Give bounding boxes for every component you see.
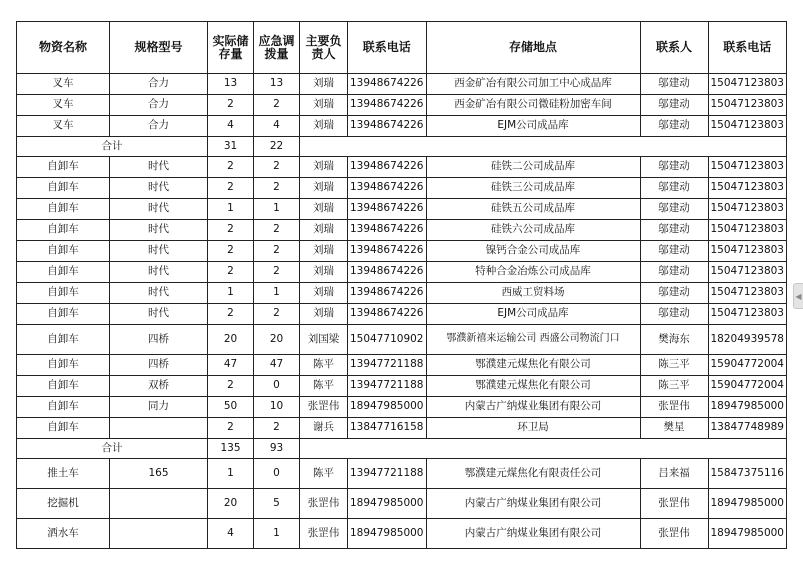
table-row [17,325,787,355]
table-row [17,220,787,241]
cell-emergency-allocation: 13 [254,74,300,95]
cell-contact-phone: 13948674226 [348,116,427,137]
cell-spec-model [110,489,208,519]
cell-contact-phone-2: 18947985000 [708,519,787,549]
cell-emergency-allocation: 2 [254,220,300,241]
cell-contact-phone: 18947985000 [348,489,427,519]
cell-contact-phone-2: 15047123803 [708,178,787,199]
cell-storage-location: 鄂濮建元煤焦化有限公司 [426,355,640,376]
cell-actual-stock: 20 [208,325,254,355]
cell-storage-location: 鄂濮建元煤焦化有限责任公司 [426,459,640,489]
cell-storage-location: 硅铁六公司成品库 [426,220,640,241]
cell-spec-model: 时代 [110,283,208,304]
cell-storage-location: 内蒙古广纳煤业集团有限公司 [426,519,640,549]
cell-emergency-allocation: 0 [254,376,300,397]
table-row [17,489,787,519]
cell-actual-stock: 4 [208,116,254,137]
subtotal-allocation: 22 [254,137,300,157]
cell-contact-phone: 13947721188 [348,355,427,376]
cell-main-responsible: 陈平 [300,376,348,397]
cell-storage-location: 硅铁五公司成品库 [426,199,640,220]
cell-material-name: 叉车 [17,74,110,95]
cell-storage-location: 硅铁二公司成品库 [426,157,640,178]
cell-spec-model: 时代 [110,178,208,199]
cell-contact-phone: 13948674226 [348,283,427,304]
cell-spec-model: 四桥 [110,325,208,355]
cell-actual-stock: 2 [208,418,254,439]
cell-contact-phone: 13948674226 [348,157,427,178]
cell-actual-stock: 13 [208,74,254,95]
cell-contact-phone-2: 15847375116 [708,459,787,489]
cell-main-responsible: 刘瑞 [300,178,348,199]
table-row [17,283,787,304]
cell-spec-model [110,519,208,549]
cell-spec-model: 双桥 [110,376,208,397]
cell-contact-phone: 13948674226 [348,262,427,283]
header-spec-model: 规格型号 [110,22,208,74]
cell-spec-model: 四桥 [110,355,208,376]
subtotal-row [17,137,787,157]
cell-actual-stock: 2 [208,95,254,116]
cell-actual-stock: 2 [208,376,254,397]
table-row [17,418,787,439]
cell-contact-person: 樊海东 [640,325,708,355]
cell-emergency-allocation: 47 [254,355,300,376]
table-row [17,157,787,178]
cell-emergency-allocation: 20 [254,325,300,355]
cell-main-responsible: 张罡伟 [300,489,348,519]
cell-contact-phone-2: 15047123803 [708,262,787,283]
cell-emergency-allocation: 2 [254,95,300,116]
cell-contact-person: 邬建动 [640,220,708,241]
subtotal-stock: 135 [208,439,254,459]
cell-actual-stock: 1 [208,283,254,304]
cell-spec-model: 时代 [110,220,208,241]
cell-spec-model: 同力 [110,397,208,418]
cell-material-name: 自卸车 [17,355,110,376]
header-material-name: 物资名称 [17,22,110,74]
cell-main-responsible: 刘瑞 [300,157,348,178]
cell-contact-person: 邬建动 [640,283,708,304]
cell-actual-stock: 1 [208,199,254,220]
cell-emergency-allocation: 2 [254,241,300,262]
subtotal-stock: 31 [208,137,254,157]
cell-actual-stock: 2 [208,241,254,262]
cell-storage-location: 内蒙古广纳煤业集团有限公司 [426,397,640,418]
table-row [17,397,787,418]
cell-contact-phone: 13948674226 [348,74,427,95]
table-row [17,262,787,283]
cell-storage-location: 硅铁三公司成品库 [426,178,640,199]
cell-contact-phone-2: 15047123803 [708,283,787,304]
subtotal-allocation: 93 [254,439,300,459]
cell-storage-location: 鄂濮建元煤焦化有限公司 [426,376,640,397]
header-contact-phone-2: 联系电话 [708,22,787,74]
cell-material-name: 自卸车 [17,283,110,304]
cell-storage-location: 内蒙古广纳煤业集团有限公司 [426,489,640,519]
cell-contact-phone-2: 15047123803 [708,74,787,95]
cell-storage-location: 鄂濮新禧来运输公司 西盛公司物流门口 [426,325,640,355]
cell-contact-phone: 18947985000 [348,397,427,418]
cell-contact-phone: 13948674226 [348,304,427,325]
cell-emergency-allocation: 1 [254,519,300,549]
subtotal-row [17,439,787,459]
cell-contact-phone: 13948674226 [348,220,427,241]
cell-main-responsible: 张罡伟 [300,397,348,418]
cell-contact-person: 邬建动 [640,199,708,220]
cell-storage-location: EJM公司成品库 [426,116,640,137]
cell-contact-phone: 13948674226 [348,178,427,199]
cell-material-name: 自卸车 [17,178,110,199]
cell-spec-model: 合力 [110,95,208,116]
cell-contact-person: 邬建动 [640,262,708,283]
cell-emergency-allocation: 2 [254,418,300,439]
cell-contact-person: 邬建动 [640,74,708,95]
chevron-left-icon: ◀ [795,291,802,301]
cell-main-responsible: 谢兵 [300,418,348,439]
cell-contact-person: 邬建动 [640,178,708,199]
cell-actual-stock: 2 [208,178,254,199]
cell-actual-stock: 20 [208,489,254,519]
cell-main-responsible: 陈平 [300,355,348,376]
cell-main-responsible: 刘国梁 [300,325,348,355]
cell-material-name: 自卸车 [17,376,110,397]
cell-storage-location: 环卫局 [426,418,640,439]
cell-contact-person: 邬建动 [640,241,708,262]
cell-contact-phone-2: 15047123803 [708,241,787,262]
cell-actual-stock: 47 [208,355,254,376]
subtotal-label: 合计 [17,137,208,157]
cell-storage-location: 特种合金冶炼公司成品库 [426,262,640,283]
cell-main-responsible: 张罡伟 [300,519,348,549]
cell-material-name: 自卸车 [17,418,110,439]
header-row [17,22,787,74]
cell-emergency-allocation: 10 [254,397,300,418]
cell-emergency-allocation: 2 [254,178,300,199]
cell-contact-person: 陈三平 [640,376,708,397]
cell-contact-phone-2: 18947985000 [708,489,787,519]
cell-emergency-allocation: 1 [254,199,300,220]
scroll-handle[interactable] [793,283,803,309]
cell-contact-person: 张罡伟 [640,397,708,418]
cell-actual-stock: 50 [208,397,254,418]
cell-material-name: 自卸车 [17,304,110,325]
cell-storage-location: 西金矿冶有限公司微硅粉加密车间 [426,95,640,116]
cell-storage-location: 镍钙合金公司成品库 [426,241,640,262]
cell-contact-phone-2: 15047123803 [708,157,787,178]
cell-material-name: 自卸车 [17,220,110,241]
cell-contact-phone-2: 15904772004 [708,376,787,397]
header-contact-person: 联系人 [640,22,708,74]
cell-contact-phone-2: 15904772004 [708,355,787,376]
cell-emergency-allocation: 1 [254,283,300,304]
table-body [17,74,787,549]
materials-table [16,21,787,549]
cell-actual-stock: 4 [208,519,254,549]
cell-actual-stock: 1 [208,459,254,489]
header-storage-location: 存储地点 [426,22,640,74]
cell-contact-person: 邬建动 [640,116,708,137]
cell-storage-location: 西威工贸料场 [426,283,640,304]
cell-spec-model: 合力 [110,116,208,137]
cell-contact-phone-2: 13847748989 [708,418,787,439]
cell-actual-stock: 2 [208,262,254,283]
subtotal-empty [300,137,787,157]
cell-contact-phone: 18947985000 [348,519,427,549]
header-contact-phone: 联系电话 [348,22,427,74]
cell-main-responsible: 刘瑞 [300,116,348,137]
table-row [17,376,787,397]
cell-contact-phone-2: 15047123803 [708,304,787,325]
table-row [17,304,787,325]
cell-material-name: 自卸车 [17,157,110,178]
cell-material-name: 叉车 [17,95,110,116]
cell-contact-phone-2: 15047123803 [708,95,787,116]
cell-contact-person: 邬建动 [640,157,708,178]
cell-contact-person: 吕来福 [640,459,708,489]
cell-main-responsible: 刘瑞 [300,262,348,283]
table-row [17,519,787,549]
cell-material-name: 叉车 [17,116,110,137]
cell-contact-phone: 13847716158 [348,418,427,439]
cell-main-responsible: 刘瑞 [300,95,348,116]
cell-spec-model: 时代 [110,304,208,325]
cell-contact-person: 樊星 [640,418,708,439]
cell-contact-phone-2: 18204939578 [708,325,787,355]
cell-material-name: 挖掘机 [17,489,110,519]
cell-material-name: 自卸车 [17,262,110,283]
cell-contact-phone: 13948674226 [348,199,427,220]
cell-spec-model: 时代 [110,157,208,178]
header-emergency-allocation: 应急调拨量 [254,22,300,74]
cell-spec-model: 时代 [110,262,208,283]
cell-emergency-allocation: 2 [254,157,300,178]
cell-contact-phone: 13947721188 [348,376,427,397]
cell-contact-person: 陈三平 [640,355,708,376]
cell-spec-model: 165 [110,459,208,489]
cell-contact-phone: 15047710902 [348,325,427,355]
cell-actual-stock: 2 [208,304,254,325]
cell-contact-phone-2: 15047123803 [708,199,787,220]
subtotal-empty [300,439,787,459]
cell-material-name: 洒水车 [17,519,110,549]
cell-spec-model: 时代 [110,241,208,262]
cell-main-responsible: 刘瑞 [300,304,348,325]
table-row [17,178,787,199]
cell-contact-phone-2: 15047123803 [708,116,787,137]
cell-spec-model: 合力 [110,74,208,95]
cell-emergency-allocation: 2 [254,262,300,283]
cell-emergency-allocation: 5 [254,489,300,519]
cell-contact-phone-2: 18947985000 [708,397,787,418]
table-row [17,241,787,262]
cell-contact-person: 张罡伟 [640,489,708,519]
header-actual-stock: 实际储存量 [208,22,254,74]
cell-spec-model [110,418,208,439]
cell-storage-location: 西金矿冶有限公司加工中心成品库 [426,74,640,95]
table-row [17,74,787,95]
cell-main-responsible: 刘瑞 [300,74,348,95]
cell-main-responsible: 刘瑞 [300,199,348,220]
cell-material-name: 推土车 [17,459,110,489]
cell-contact-person: 邬建动 [640,304,708,325]
cell-main-responsible: 刘瑞 [300,220,348,241]
cell-contact-person: 张罡伟 [640,519,708,549]
cell-emergency-allocation: 4 [254,116,300,137]
cell-contact-phone: 13948674226 [348,95,427,116]
cell-main-responsible: 刘瑞 [300,241,348,262]
cell-actual-stock: 2 [208,220,254,241]
table-row [17,116,787,137]
cell-contact-phone: 13947721188 [348,459,427,489]
cell-storage-location: EJM公司成品库 [426,304,640,325]
cell-actual-stock: 2 [208,157,254,178]
table-row [17,95,787,116]
cell-main-responsible: 刘瑞 [300,283,348,304]
table-row [17,199,787,220]
cell-material-name: 自卸车 [17,199,110,220]
table-row [17,355,787,376]
subtotal-label: 合计 [17,439,208,459]
cell-material-name: 自卸车 [17,241,110,262]
cell-contact-phone: 13948674226 [348,241,427,262]
cell-spec-model: 时代 [110,199,208,220]
cell-emergency-allocation: 0 [254,459,300,489]
cell-contact-person: 邬建动 [640,95,708,116]
cell-material-name: 自卸车 [17,397,110,418]
header-main-responsible: 主要负责人 [300,22,348,74]
cell-material-name: 自卸车 [17,325,110,355]
table-row [17,459,787,489]
cell-main-responsible: 陈平 [300,459,348,489]
cell-contact-phone-2: 15047123803 [708,220,787,241]
cell-emergency-allocation: 2 [254,304,300,325]
